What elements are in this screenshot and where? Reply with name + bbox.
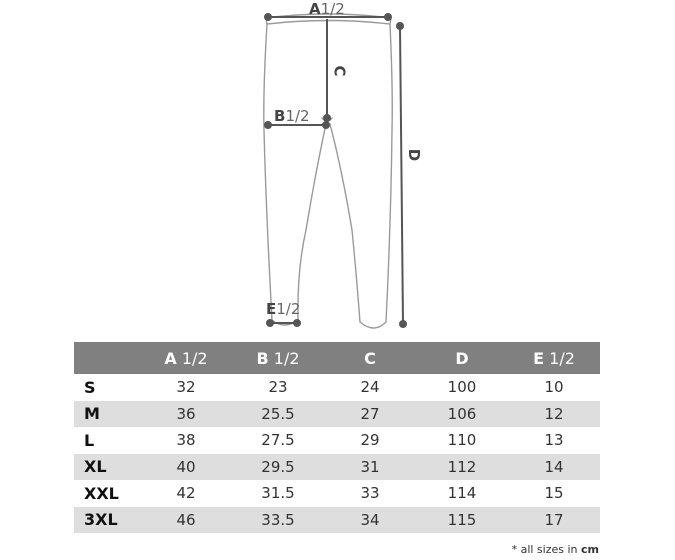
units-note-unit: cm bbox=[581, 543, 599, 556]
dim-frac-e: 1/2 bbox=[276, 300, 301, 318]
header-cell-a bbox=[140, 342, 232, 374]
cell-a: 40 bbox=[176, 457, 196, 476]
size-chart-table bbox=[74, 342, 600, 533]
cell-d: 100 bbox=[447, 378, 477, 397]
size-cell: XXL bbox=[84, 483, 119, 503]
dim-label-d bbox=[405, 149, 423, 161]
table-row bbox=[74, 401, 600, 428]
cell-a: 42 bbox=[176, 484, 196, 503]
dim-letter-b: B bbox=[274, 107, 286, 125]
cell-c: 29 bbox=[360, 431, 380, 450]
cell-d: 106 bbox=[447, 404, 477, 423]
header-cell-c bbox=[324, 342, 416, 374]
cell-d: 112 bbox=[447, 457, 477, 476]
table-row bbox=[74, 374, 600, 401]
dim-label-c bbox=[331, 65, 349, 76]
size-cell: S bbox=[84, 377, 96, 397]
header-cell-e bbox=[508, 342, 600, 374]
header-cell-d bbox=[416, 342, 508, 374]
header-frac-a: 1/2 bbox=[181, 348, 208, 368]
table-row bbox=[74, 427, 600, 454]
cell-d: 114 bbox=[447, 484, 477, 503]
header-letter-e: E bbox=[533, 348, 545, 368]
cell-a: 46 bbox=[176, 510, 196, 529]
dim-label-e bbox=[266, 300, 300, 318]
cell-a: 36 bbox=[176, 404, 196, 423]
cell-e: 14 bbox=[544, 457, 564, 476]
header-letter-c: C bbox=[364, 348, 376, 368]
cell-a: 38 bbox=[176, 431, 196, 450]
dim-letter-d: D bbox=[405, 148, 424, 162]
cell-c: 31 bbox=[360, 457, 380, 476]
cell-c: 24 bbox=[360, 378, 380, 397]
cell-e: 17 bbox=[544, 510, 564, 529]
header-letter-b: B bbox=[256, 348, 269, 368]
cell-c: 33 bbox=[360, 484, 380, 503]
size-cell: L bbox=[84, 430, 95, 450]
table-row bbox=[74, 454, 600, 481]
units-note-text: * all sizes in bbox=[511, 543, 578, 556]
dim-letter-c: C bbox=[330, 65, 349, 77]
header-cell-size bbox=[74, 342, 140, 374]
cell-b: 33.5 bbox=[261, 510, 295, 529]
header-letter-a: A bbox=[164, 348, 177, 368]
cell-e: 12 bbox=[544, 404, 564, 423]
dim-label-b bbox=[274, 107, 310, 125]
dim-frac-a: 1/2 bbox=[320, 0, 345, 18]
table-header-row bbox=[74, 342, 600, 374]
header-letter-d: D bbox=[455, 348, 469, 368]
cell-b: 29.5 bbox=[261, 457, 295, 476]
cell-d: 110 bbox=[447, 431, 477, 450]
cell-e: 13 bbox=[544, 431, 564, 450]
cell-b: 27.5 bbox=[261, 431, 295, 450]
header-frac-b: 1/2 bbox=[273, 348, 300, 368]
cell-b: 23 bbox=[268, 378, 288, 397]
cell-e: 10 bbox=[544, 378, 564, 397]
dim-label-a bbox=[309, 0, 345, 18]
dim-frac-b: 1/2 bbox=[285, 107, 310, 125]
cell-c: 27 bbox=[360, 404, 380, 423]
size-cell: M bbox=[84, 404, 100, 424]
units-note bbox=[512, 543, 599, 556]
left-leg-outline bbox=[264, 24, 326, 325]
table-row bbox=[74, 507, 600, 534]
cell-e: 15 bbox=[544, 484, 564, 503]
cell-c: 34 bbox=[360, 510, 380, 529]
size-cell: 3XL bbox=[84, 510, 118, 530]
cell-a: 32 bbox=[176, 378, 196, 397]
cell-b: 31.5 bbox=[261, 484, 295, 503]
size-cell: XL bbox=[84, 457, 107, 477]
dim-line-d bbox=[400, 26, 403, 324]
table-row bbox=[74, 480, 600, 507]
header-cell-b bbox=[232, 342, 324, 374]
cell-b: 25.5 bbox=[261, 404, 295, 423]
dim-letter-a: A bbox=[309, 0, 321, 18]
header-frac-e: 1/2 bbox=[549, 348, 575, 368]
dim-letter-e: E bbox=[266, 300, 277, 318]
cell-d: 115 bbox=[447, 510, 477, 529]
